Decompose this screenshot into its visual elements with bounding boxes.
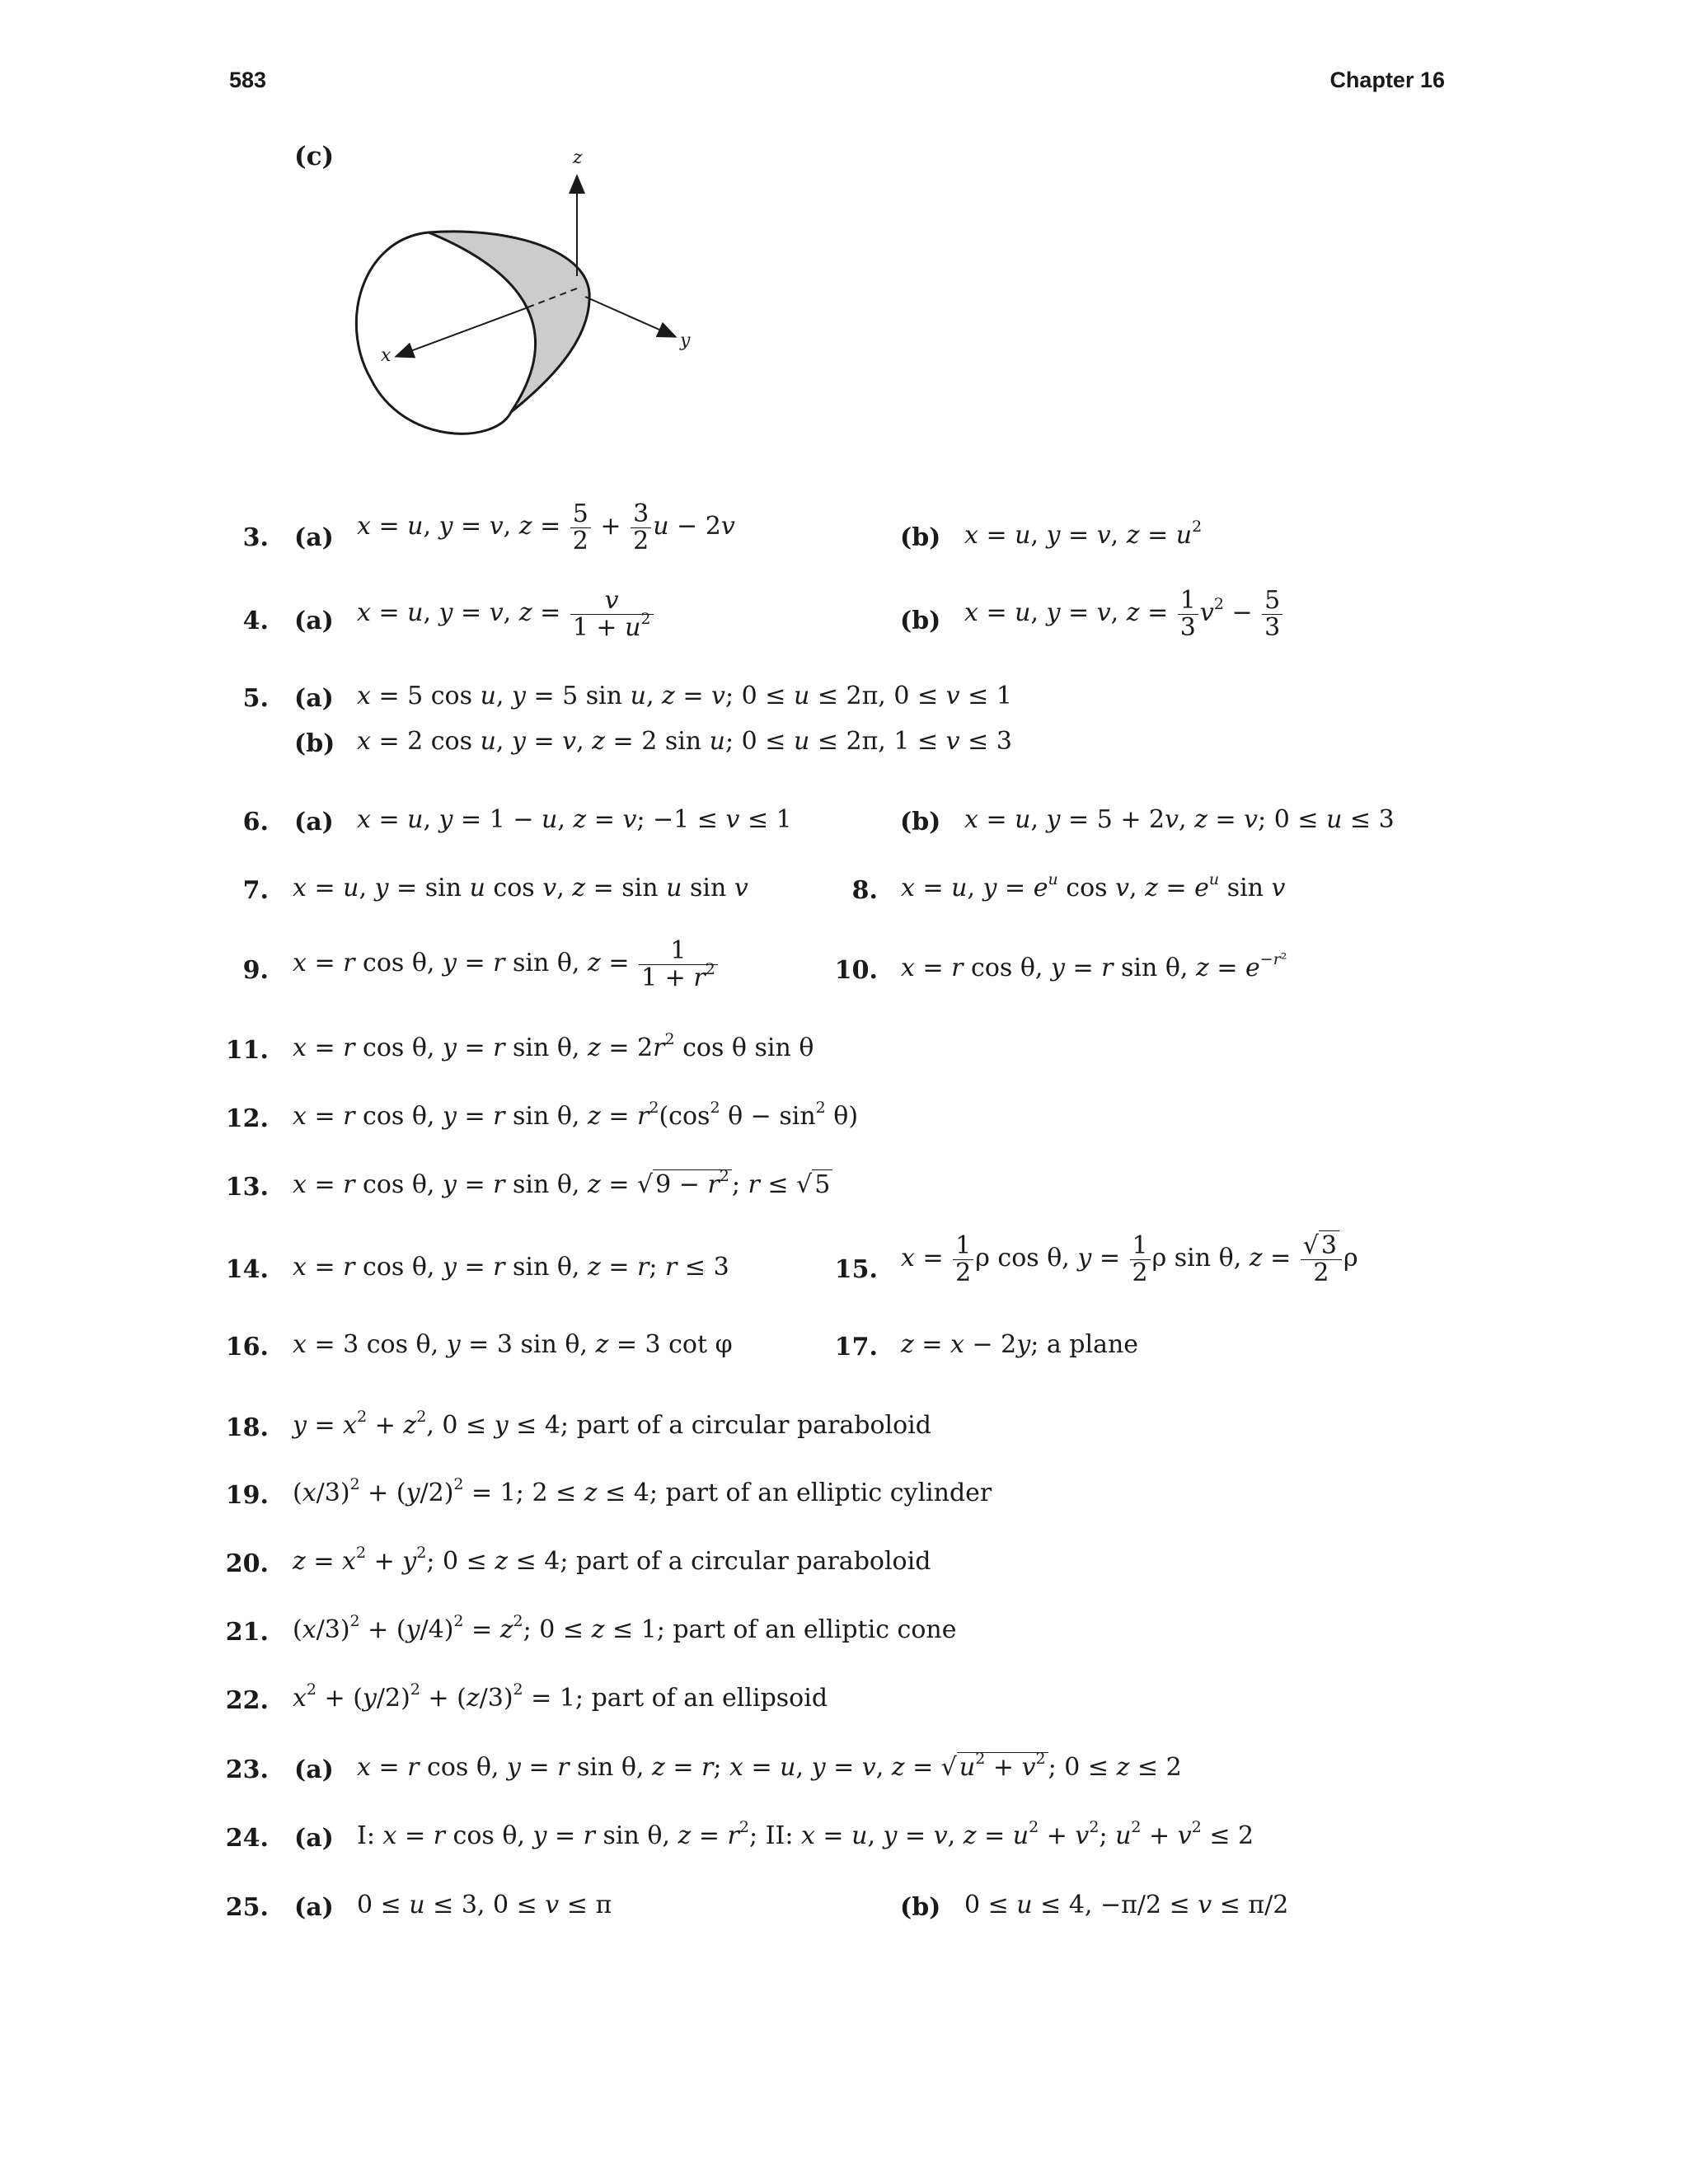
part-label: (a) (294, 607, 334, 635)
part-label: (a) (294, 684, 334, 713)
answer-number: 20. (225, 1549, 269, 1578)
answer-5b: x = 2 cos u, y = v, z = 2 sin u; 0 ≤ u ≤ 2π, 1 ≤ v ≤ 3 (357, 727, 1012, 756)
answer-number: 15. (834, 1255, 878, 1284)
answer-7: x = u, y = sin u cos v, z = sin u sin v (293, 874, 748, 902)
answer-number: 14. (225, 1255, 269, 1284)
answer-17: z = x − 2y; a plane (901, 1330, 1139, 1359)
answer-3b: x = u, y = v, $z = u^2$ (964, 518, 1203, 550)
part-label: (a) (294, 1893, 334, 1922)
answer-23a: x = r cos θ, y = r sin θ, z = r; x = u, y = v, z = √ $u^2 + v^2$ ; 0 ≤ z ≤ 2 (357, 1750, 1182, 1782)
answer-4b: x = u, y = v, z = $\frac{1}{3}$ $v^2$ − $\frac{5}{3}$ (964, 588, 1284, 640)
answer-number: 9. (242, 956, 269, 985)
answer-number: 7. (242, 876, 269, 905)
chapter-label: Chapter 16 (1329, 68, 1445, 92)
answer-4a: x = u, y = v, z = $\frac{v}{1 + u^2}$ (357, 588, 655, 640)
part-label: (b) (900, 523, 941, 552)
axis-x-label: x (381, 345, 392, 366)
part-label: (a) (294, 808, 334, 837)
answer-number: 6. (242, 808, 269, 837)
part-label: (b) (294, 729, 335, 758)
answer-11: x = r cos θ, y = r sin θ, $z = 2r^2$ cos θ sin θ (293, 1030, 814, 1062)
answer-25a: 0 ≤ u ≤ 3, 0 ≤ v ≤ π (357, 1891, 612, 1919)
answer-22: $x^2 + (y/2)^2 + (z/3)^2 = 1$; part of an ellipsoid (293, 1680, 828, 1713)
answer-number: 11. (225, 1036, 269, 1065)
answer-6a: x = u, y = 1 − u, z = v; −1 ≤ v ≤ 1 (357, 805, 792, 834)
part-label: (b) (900, 607, 941, 635)
part-label: (b) (900, 808, 941, 837)
part-label: (b) (900, 1893, 941, 1922)
axis-y-label: y (680, 330, 691, 351)
answer-5a: x = 5 cos u, y = 5 sin u, z = v; 0 ≤ u ≤ 2π, 0 ≤ v ≤ 1 (357, 682, 1012, 710)
part-label: (a) (294, 1824, 334, 1853)
answer-number: 22. (225, 1686, 269, 1715)
answer-16: x = 3 cos θ, y = 3 sin θ, z = 3 cot φ (293, 1330, 733, 1359)
answer-3a: x = u, y = v, z = $\frac{5}{2}$ + $\frac{3}{2}$ u − 2v (357, 499, 735, 555)
answer-number: 5. (242, 684, 269, 713)
answer-14: x = r cos θ, y = r sin θ, z = r; r ≤ 3 (293, 1253, 729, 1282)
answer-10: x = r cos θ, y = r sin θ, $z = e^{-r^2}$ (901, 950, 1287, 982)
answer-13: x = r cos θ, y = r sin θ, z = √ $9 - r^2$ ; r ≤ √ 5 (293, 1173, 832, 1197)
answer-15: x = $\frac{1}{2}$ ρ cos θ, y = $\frac{1}{2}$ ρ sin θ, z = $\frac{√ 3}{2}$ ρ (901, 1231, 1358, 1287)
answer-12: x = r cos θ, y = r sin θ, $z = r^2(\cos^2$ $\theta - \sin^2 \theta$) (293, 1099, 859, 1131)
answer-18: $y = x^2 + z^2$, 0 ≤ y ≤ 4; part of a circular paraboloid (293, 1408, 931, 1440)
answer-number: 23. (225, 1755, 269, 1784)
figure-label: (c) (294, 142, 335, 171)
answer-21: $(x/3)^2 + (y/4)^2 = z^2$; 0 ≤ z ≤ 1; part of an elliptic cone (293, 1612, 957, 1644)
answer-number: 16. (225, 1333, 269, 1361)
answer-number: 19. (225, 1481, 269, 1510)
answer-6b: x = u, y = 5 + 2v, z = v; 0 ≤ u ≤ 3 (964, 805, 1395, 834)
answer-9: x = r cos θ, y = r sin θ, z = $\frac{1}{1 + r^2}$ (293, 938, 720, 991)
answer-19: $(x/3)^2 + (y/2)^2 = 1$; 2 ≤ z ≤ 4; part of an elliptic cylinder (293, 1475, 992, 1507)
answer-number: 18. (225, 1413, 269, 1442)
part-label: (a) (294, 523, 334, 552)
axis-z-label: z (573, 148, 583, 168)
answer-number: 25. (225, 1893, 269, 1922)
answer-number: 12. (225, 1104, 269, 1133)
page-number: 583 (229, 68, 267, 92)
answer-number: 17. (834, 1333, 878, 1361)
answer-number: 3. (242, 523, 269, 552)
answer-20: $z = x^2 + y^2$; 0 ≤ z ≤ 4; part of a circular paraboloid (293, 1544, 931, 1576)
answer-number: 4. (242, 607, 269, 635)
answer-number: 13. (225, 1173, 269, 1202)
answer-number: 24. (225, 1824, 269, 1853)
answer-number: 21. (225, 1618, 269, 1647)
answer-number: 8. (851, 876, 878, 905)
answer-8: x = u, $y = e^u$ cos v, $z = e^u$ sin v (901, 870, 1286, 902)
part-label: (a) (294, 1755, 334, 1784)
answer-24a: I: x = r cos θ, y = r sin θ, $z = r^2$; II: x = u, y = v, $z = u^2 + v^2$; $u^2 + v^2 \le 2$ (357, 1818, 1254, 1850)
answer-number: 10. (834, 956, 878, 985)
paraboloid-figure (346, 140, 709, 453)
answer-25b: 0 ≤ u ≤ 4, −π/2 ≤ v ≤ π/2 (964, 1891, 1289, 1919)
